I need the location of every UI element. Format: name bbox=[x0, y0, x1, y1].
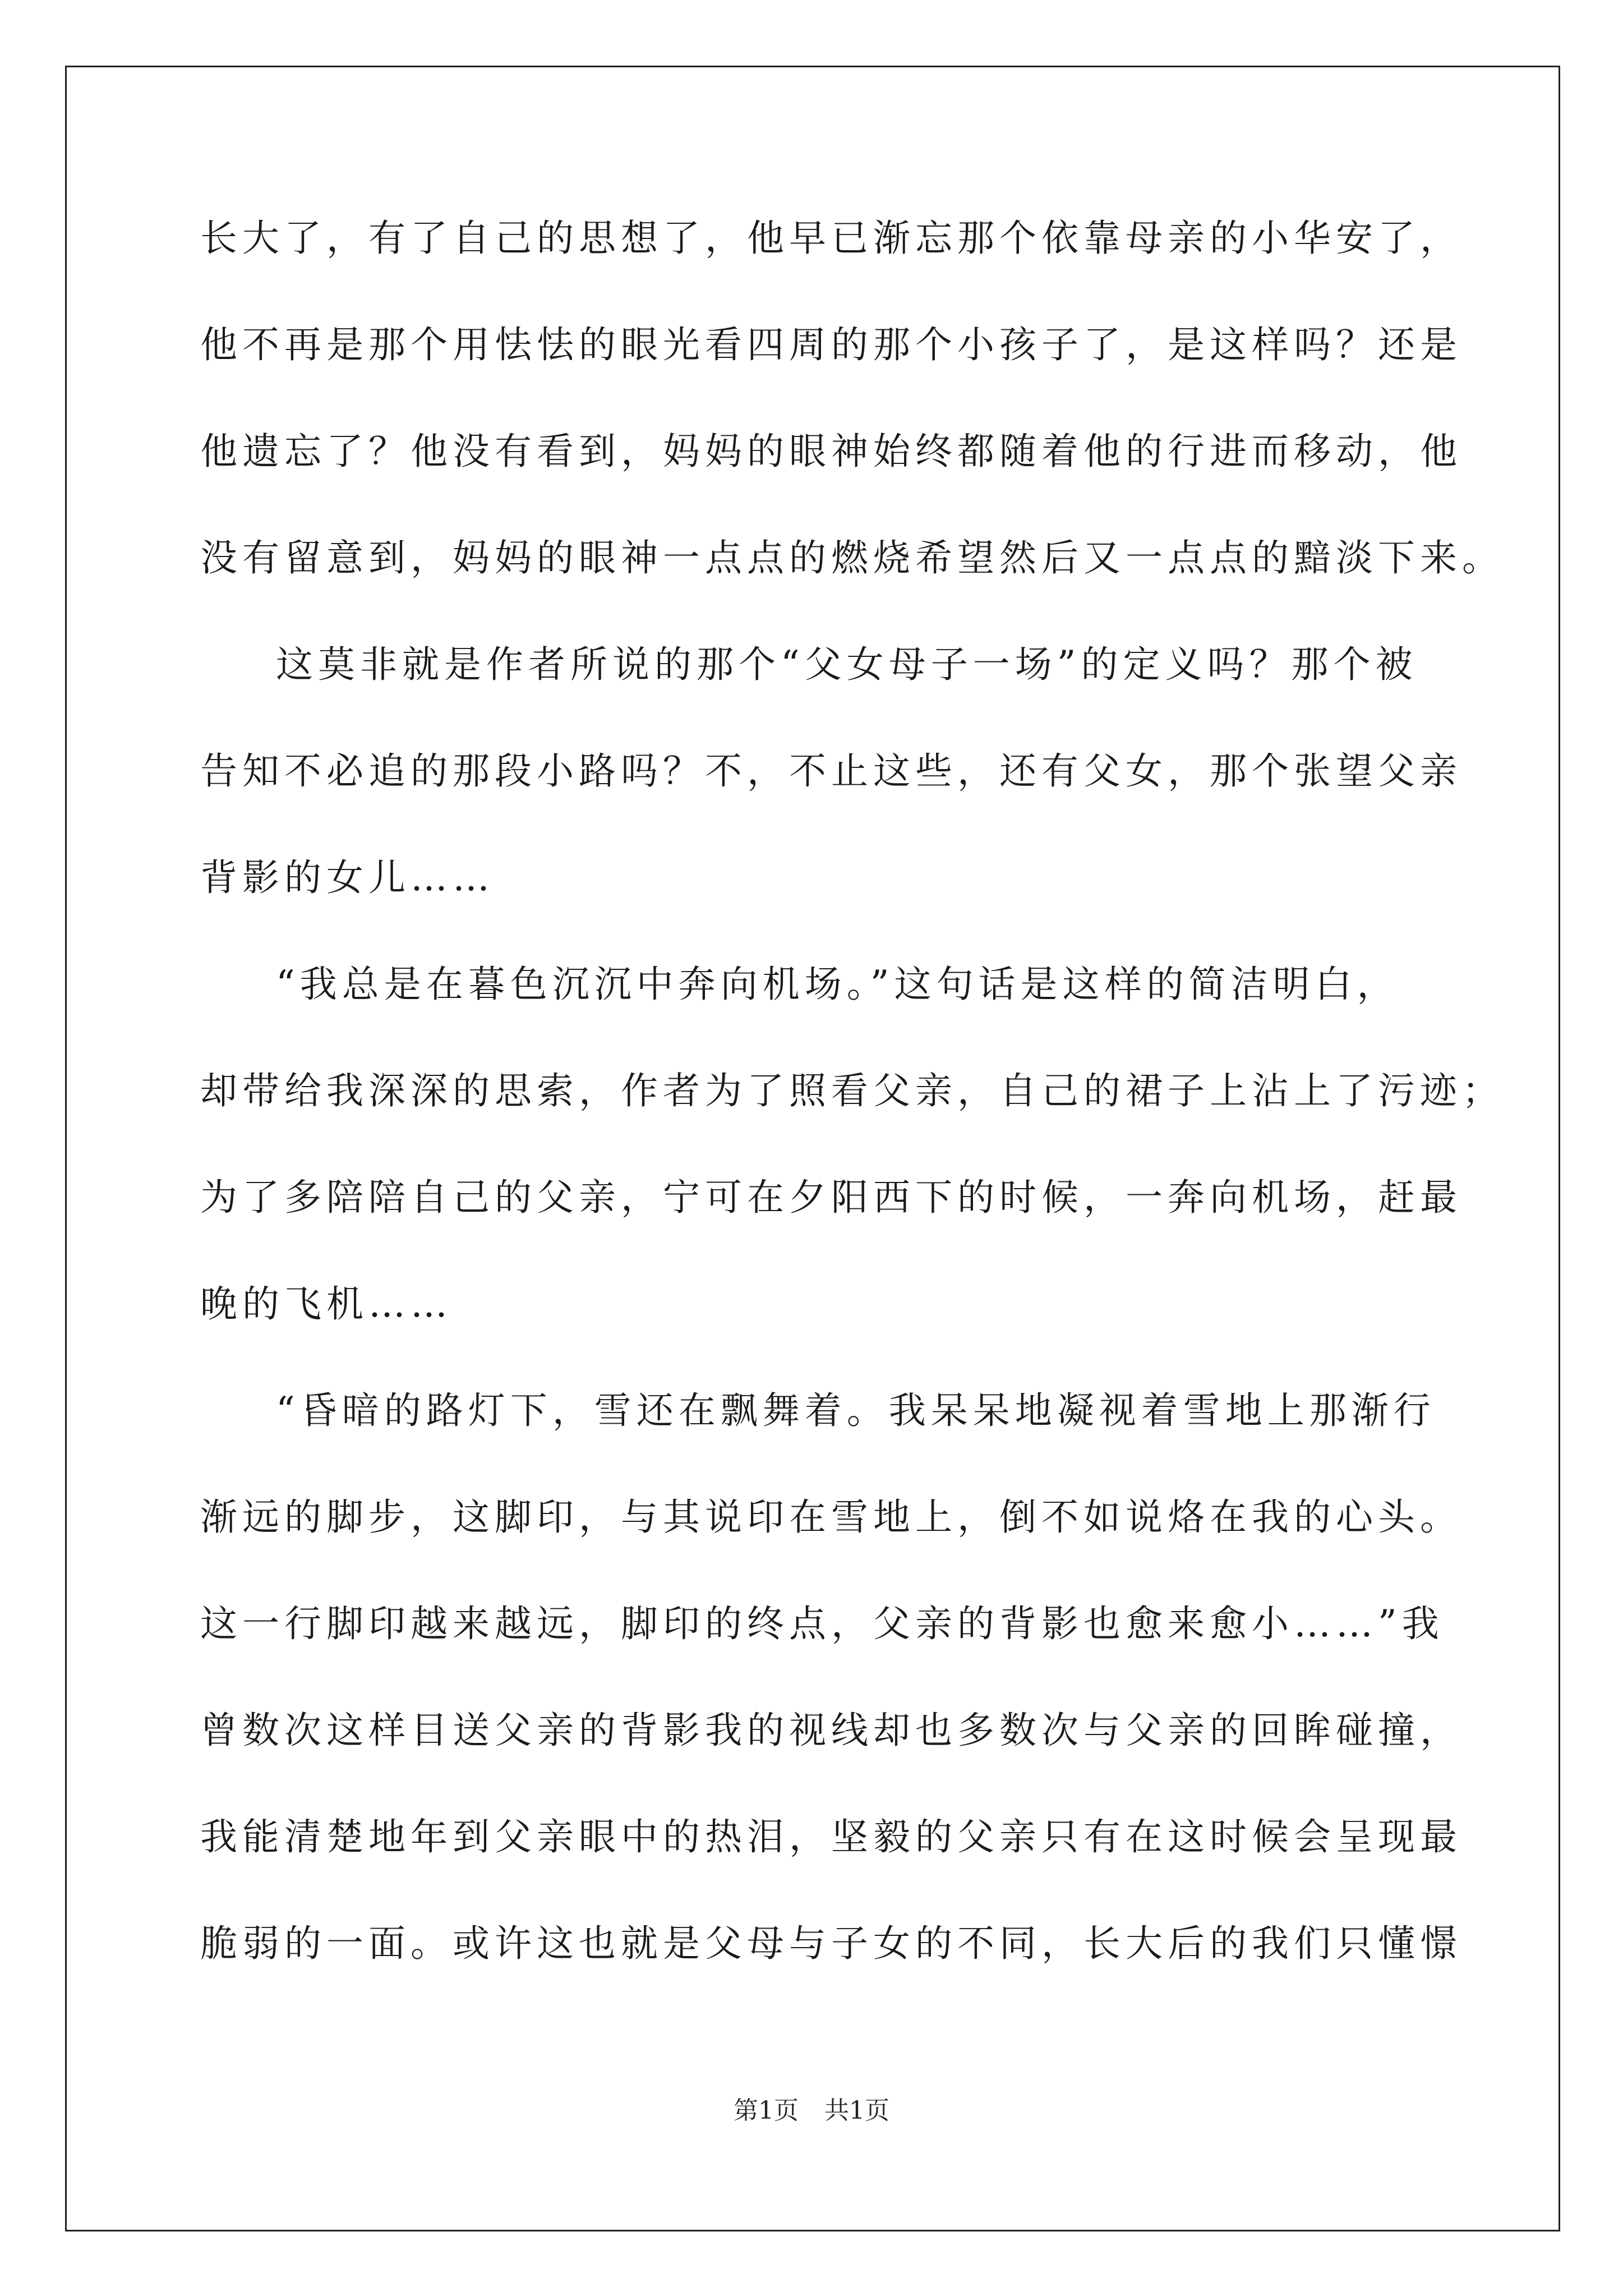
text-line-5: 这莫非就是作者所说的那个“父女母子一场”的定义吗？那个被 bbox=[276, 643, 1418, 686]
text-line-1: 长大了，有了自己的思想了，他早已渐忘那个依靠母亲的小华安了， bbox=[200, 217, 1462, 260]
text-line-16: 我能清楚地年到父亲眼中的热泪，坚毅的父亲只有在这时候会呈现最 bbox=[200, 1815, 1462, 1858]
page-total: 共1页 bbox=[824, 2096, 889, 2125]
text-line-14: 这一行脚印越来越远，脚印的终点，父亲的背影也愈来愈小……”我 bbox=[200, 1602, 1444, 1645]
text-line-10: 为了多陪陪自己的父亲，宁可在夕阳西下的时候，一奔向机场，赶最 bbox=[200, 1176, 1462, 1219]
text-line-11: 晚的飞机…… bbox=[200, 1282, 453, 1326]
text-line-2: 他不再是那个用怯怯的眼光看四周的那个小孩子了，是这样吗？还是 bbox=[200, 323, 1462, 366]
page-number: 第1页 bbox=[734, 2096, 799, 2125]
text-line-15: 曾数次这样目送父亲的背影我的视线却也多数次与父亲的回眸碰撞， bbox=[200, 1709, 1462, 1752]
text-line-12: “昏暗的路灯下，雪还在飘舞着。我呆呆地凝视着雪地上那渐行 bbox=[276, 1389, 1436, 1432]
text-line-8: “我总是在暮色沉沉中奔向机场。”这句话是这样的简洁明白， bbox=[276, 963, 1399, 1006]
text-line-3: 他遗忘了？他没有看到，妈妈的眼神始终都随着他的行进而移动，他 bbox=[200, 430, 1462, 473]
text-line-9: 却带给我深深的思索，作者为了照看父亲，自己的裙子上沾上了污迹； bbox=[200, 1069, 1504, 1112]
document-body bbox=[200, 205, 1504, 2017]
text-line-7: 背影的女儿…… bbox=[200, 856, 495, 899]
page-footer bbox=[0, 2094, 1623, 2128]
text-line-4: 没有留意到，妈妈的眼神一点点的燃烧希望然后又一点点的黯淡下来。 bbox=[200, 536, 1504, 579]
text-line-13: 渐远的脚步，这脚印，与其说印在雪地上，倒不如说烙在我的心头。 bbox=[200, 1496, 1462, 1539]
text-line-17: 脆弱的一面。或许这也就是父母与子女的不同，长大后的我们只懂憬 bbox=[200, 1922, 1462, 1965]
text-line-6: 告知不必追的那段小路吗？不，不止这些，还有父女，那个张望父亲 bbox=[200, 749, 1462, 793]
